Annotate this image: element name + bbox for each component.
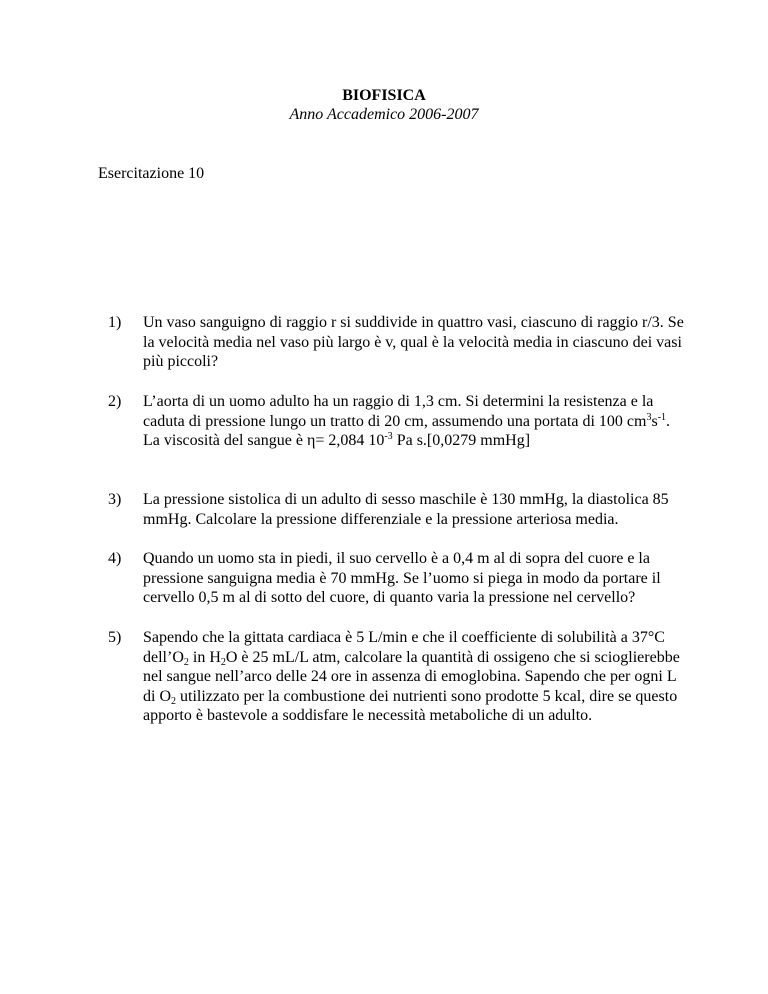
exercise-text-part: in H <box>188 648 221 666</box>
exercise-1 <box>108 313 688 372</box>
exercise-text-part: . La viscosità del sangue è η= 2,084 10 <box>143 412 671 449</box>
section-label: Esercitazione 10 <box>98 165 205 182</box>
superscript: -3 <box>384 431 393 442</box>
exercise-text-part: s <box>651 412 658 430</box>
exercise-text-part: L’aorta di un uomo adulto ha un raggio di 1,3 cm. Si determini la resistenza e la caduta di pressione lungo un tratto di 20 cm, assumendo una portata di 100 cm <box>143 393 654 430</box>
exercise-number: 2) <box>108 393 122 410</box>
exercise-2 <box>108 392 688 451</box>
subscript: 2 <box>220 656 226 668</box>
exercise-number: 3) <box>108 491 122 508</box>
exercise-text: La pressione sistolica di un adulto di sesso maschile è 130 mmHg, la diastolica 85 mmHg. Calcolare la pressione differenziale e la pressione arteriosa media. <box>143 491 669 528</box>
superscript: -1 <box>657 411 667 423</box>
exercise-3 <box>108 490 688 529</box>
subscript: 2 <box>183 656 189 668</box>
exercise-number: 5) <box>108 629 122 646</box>
exercise-text-part: utilizzato per la combustione dei nutrienti sono prodotte 5 kcal, dire se questo apporto è bastevole a soddisfare le necessità metaboliche di un adulto. <box>143 687 678 724</box>
exercise-4 <box>108 549 688 608</box>
exercise-text <box>143 392 688 451</box>
exercise-text-part: O è 25 mL/L atm, calcolare la quantità di ossigeno che si scioglierebbe nel sangue nell’arco delle 24 ore in assenza di emoglobina. Sapendo che per ogni L di O <box>143 648 680 705</box>
exercise-text-part: Pa s.[0,0279 mmHg] <box>392 432 531 449</box>
exercise-number: 1) <box>108 314 122 331</box>
exercise-number: 4) <box>108 550 122 567</box>
academic-year: Anno Accademico 2006-2007 <box>289 106 479 123</box>
exercise-5 <box>108 628 688 726</box>
exercise-text <box>143 628 688 726</box>
exercise-text-part: Sapendo che la gittata cardiaca è 5 L/min e che il coefficiente di solubilità a 37°C dell’O <box>143 629 665 666</box>
superscript: 3 <box>646 411 652 423</box>
subscript: 2 <box>171 695 176 707</box>
exercise-text: Quando un uomo sta in piedi, il suo cervello è a 0,4 m al di sopra del cuore e la pressione sanguigna media è 70 mmHg. Se l’uomo si piega in modo da portare il cervello 0,5 m al di sotto del cuore, di quanto varia la pressione nel cervello? <box>143 550 661 606</box>
document-title: BIOFISICA <box>342 87 426 104</box>
exercise-text: Un vaso sanguigno di raggio r si suddivide in quattro vasi, ciascuno di raggio r/3. Se la velocità media nel vaso più largo è v, qual è la velocità media in ciascuno dei vasi più piccoli? <box>143 314 684 370</box>
